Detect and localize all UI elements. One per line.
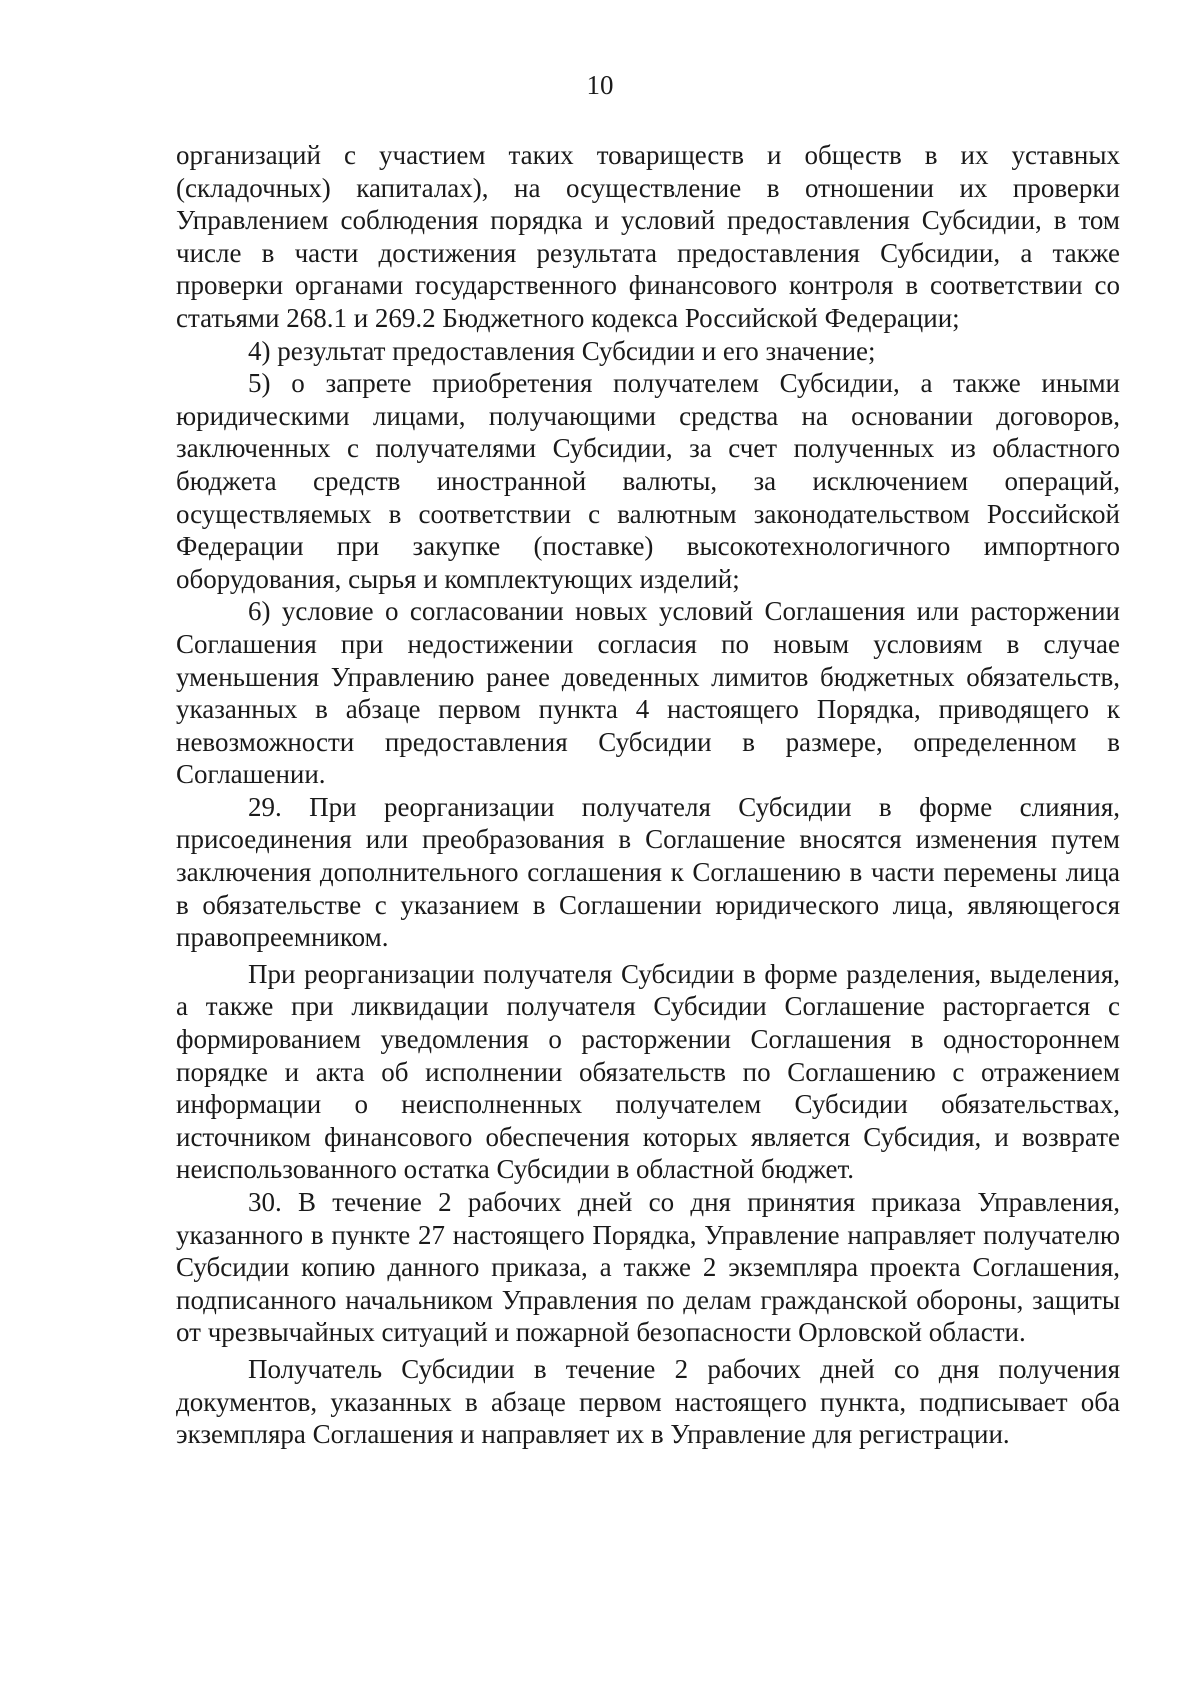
paragraph-clause-29: 29. При реорганизации получателя Субсидии в форме слияния, присоединения или преобразования в Соглашение вносятся изменения путем заключения дополнительного соглашения к Соглашению в части перемены лица в обязательстве с указанием в Соглашении юридического лица, являющегося правопреемником. xyxy=(176,791,1120,953)
paragraph-item-5: 5) о запрете приобретения получателем Субсидии, а также иными юридическими лицами, получающими средства на основании договоров, заключенных с получателями Субсидии, за счет полученных из областного бюджета средств иностранной валюты, за исключением операций, осуществляемых в соответствии с валютным законодательством Российской Федерации при закупке (поставке) высокотехнологичного импортного оборудования, сырья и комплектующих изделий; xyxy=(176,368,1120,594)
paragraph-recipient-signing: Получатель Субсидии в течение 2 рабочих дней со дня получения документов, указанных в абзаце первом настоящего пункта, подписывает оба экземпляра Соглашения и направляет их в Управление для регистрации. xyxy=(176,1353,1120,1450)
paragraph-reorganization: При реорганизации получателя Субсидии в форме разделения, выделения, а также при ликвидации получателя Субсидии Соглашение расторгается с формированием уведомления о расторжении Соглашения в одностороннем порядке и акта об исполнении обязательств по Соглашению с отражением информации о неисполненных получателем Субсидии обязательствах, источником финансового обеспечения которых является Субсидия, и возврате неиспользованного остатка Субсидии в областной бюджет. xyxy=(176,958,1120,1185)
document-body xyxy=(176,139,1120,1451)
page-number: 10 xyxy=(586,70,614,100)
paragraph-item-4: 4) результат предоставления Субсидии и его значение; xyxy=(248,335,876,366)
paragraph-item-6: 6) условие о согласовании новых условий Соглашения или расторжении Соглашения при недостижении согласия по новым условиям в случае уменьшения Управлению ранее доведенных лимитов бюджетных обязательств, указанных в абзаце первом пункта 4 настоящего Порядка, приводящего к невозможности предоставления Субсидии в размере, определенном в Соглашении. xyxy=(176,596,1120,790)
paragraph-clause-30: 30. В течение 2 рабочих дней со дня принятия приказа Управления, указанного в пункте 27 настоящего Порядка, Управление направляет получателю Субсидии копию данного приказа, а также 2 экземпляра проекта Соглашения, подписанного начальником Управления по делам гражданской обороны, защиты от чрезвычайных ситуаций и пожарной безопасности Орловской области. xyxy=(176,1187,1120,1348)
paragraph-continuation: организаций с участием таких товариществ и обществ в их уставных (складочных) капиталах), на осуществление в отношении их проверки Управлением соблюдения порядка и условий предоставления Субсидии, в том числе в части достижения результата предоставления Субсидии, а также проверки органами государственного финансового контроля в соответствии со статьями 268.1 и 269.2 Бюджетного кодекса Российской Федерации; xyxy=(176,140,1120,333)
